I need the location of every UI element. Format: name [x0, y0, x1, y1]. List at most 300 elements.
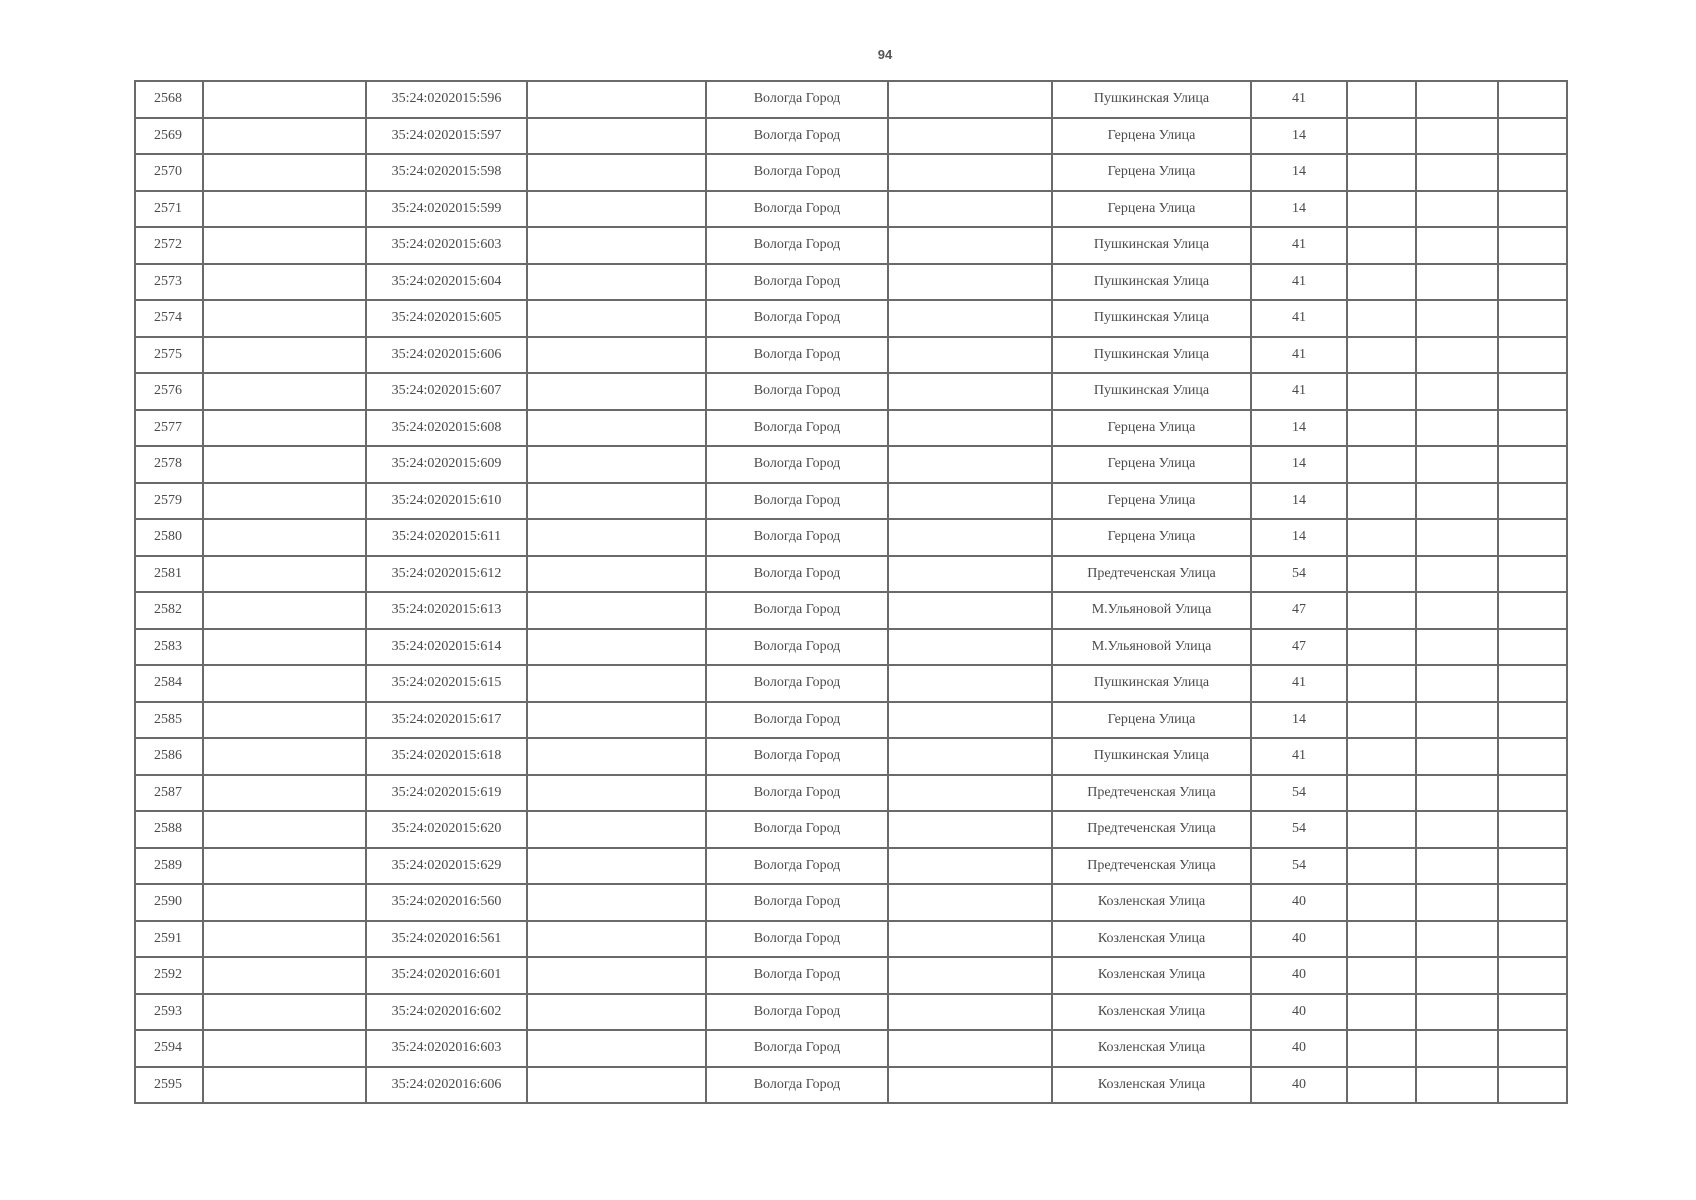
empty-cell: [1416, 81, 1498, 118]
empty-cell: [203, 884, 366, 921]
row-number-cell: 2583: [135, 629, 203, 666]
city-cell: Вологда Город: [706, 994, 888, 1031]
empty-cell: [1347, 410, 1416, 447]
empty-cell: [1347, 519, 1416, 556]
empty-cell: [1498, 81, 1567, 118]
table-row: [135, 921, 1567, 958]
empty-cell: [1498, 446, 1567, 483]
empty-cell: [1416, 118, 1498, 155]
row-number-cell: 2577: [135, 410, 203, 447]
empty-cell: [888, 848, 1052, 885]
city-cell: Вологда Город: [706, 373, 888, 410]
empty-cell: [203, 957, 366, 994]
empty-cell: [203, 775, 366, 812]
empty-cell: [527, 483, 706, 520]
empty-cell: [203, 118, 366, 155]
empty-cell: [1498, 154, 1567, 191]
empty-cell: [1347, 191, 1416, 228]
empty-cell: [1416, 1030, 1498, 1067]
empty-cell: [203, 410, 366, 447]
house-number-cell: 41: [1251, 264, 1347, 301]
empty-cell: [1347, 300, 1416, 337]
table-row: [135, 811, 1567, 848]
house-number-cell: 54: [1251, 556, 1347, 593]
row-number-cell: 2594: [135, 1030, 203, 1067]
empty-cell: [1347, 118, 1416, 155]
table-row: [135, 191, 1567, 228]
house-number-cell: 47: [1251, 592, 1347, 629]
house-number-cell: 41: [1251, 81, 1347, 118]
empty-cell: [1416, 629, 1498, 666]
table-row: [135, 264, 1567, 301]
street-cell: Герцена Улица: [1052, 483, 1251, 520]
city-cell: Вологда Город: [706, 118, 888, 155]
city-cell: Вологда Город: [706, 191, 888, 228]
city-cell: Вологда Город: [706, 446, 888, 483]
empty-cell: [1498, 483, 1567, 520]
street-cell: Пушкинская Улица: [1052, 81, 1251, 118]
empty-cell: [527, 337, 706, 374]
table-row: [135, 337, 1567, 374]
cadastral-number-cell: 35:24:0202015:613: [366, 592, 527, 629]
empty-cell: [527, 118, 706, 155]
cadastral-number-cell: 35:24:0202015:615: [366, 665, 527, 702]
empty-cell: [1498, 629, 1567, 666]
table-row: [135, 556, 1567, 593]
empty-cell: [1347, 957, 1416, 994]
empty-cell: [527, 957, 706, 994]
empty-cell: [1347, 81, 1416, 118]
empty-cell: [203, 300, 366, 337]
empty-cell: [888, 1030, 1052, 1067]
empty-cell: [1347, 1030, 1416, 1067]
house-number-cell: 40: [1251, 884, 1347, 921]
empty-cell: [203, 665, 366, 702]
row-number-cell: 2592: [135, 957, 203, 994]
empty-cell: [1416, 775, 1498, 812]
empty-cell: [888, 775, 1052, 812]
empty-cell: [1416, 227, 1498, 264]
empty-cell: [1498, 957, 1567, 994]
row-number-cell: 2582: [135, 592, 203, 629]
row-number-cell: 2572: [135, 227, 203, 264]
empty-cell: [1498, 410, 1567, 447]
table-row: [135, 994, 1567, 1031]
cadastral-number-cell: 35:24:0202016:560: [366, 884, 527, 921]
empty-cell: [1347, 775, 1416, 812]
table-row: [135, 81, 1567, 118]
table-row: [135, 154, 1567, 191]
table-row: [135, 848, 1567, 885]
empty-cell: [527, 410, 706, 447]
table-body: [135, 81, 1567, 1103]
house-number-cell: 41: [1251, 337, 1347, 374]
empty-cell: [203, 337, 366, 374]
empty-cell: [1416, 811, 1498, 848]
row-number-cell: 2581: [135, 556, 203, 593]
empty-cell: [203, 811, 366, 848]
city-cell: Вологда Город: [706, 848, 888, 885]
empty-cell: [527, 1030, 706, 1067]
street-cell: Пушкинская Улица: [1052, 373, 1251, 410]
street-cell: Герцена Улица: [1052, 519, 1251, 556]
empty-cell: [1416, 446, 1498, 483]
street-cell: Пушкинская Улица: [1052, 738, 1251, 775]
empty-cell: [203, 264, 366, 301]
city-cell: Вологда Город: [706, 629, 888, 666]
empty-cell: [203, 592, 366, 629]
empty-cell: [1347, 811, 1416, 848]
empty-cell: [888, 738, 1052, 775]
empty-cell: [527, 884, 706, 921]
row-number-cell: 2569: [135, 118, 203, 155]
empty-cell: [1416, 519, 1498, 556]
empty-cell: [1498, 775, 1567, 812]
empty-cell: [527, 300, 706, 337]
house-number-cell: 14: [1251, 702, 1347, 739]
city-cell: Вологда Город: [706, 300, 888, 337]
table-row: [135, 957, 1567, 994]
empty-cell: [888, 483, 1052, 520]
empty-cell: [888, 702, 1052, 739]
empty-cell: [527, 738, 706, 775]
empty-cell: [1416, 337, 1498, 374]
city-cell: Вологда Город: [706, 410, 888, 447]
house-number-cell: 40: [1251, 921, 1347, 958]
cadastral-number-cell: 35:24:0202015:614: [366, 629, 527, 666]
cadastral-number-cell: 35:24:0202015:612: [366, 556, 527, 593]
row-number-cell: 2576: [135, 373, 203, 410]
empty-cell: [203, 556, 366, 593]
city-cell: Вологда Город: [706, 337, 888, 374]
empty-cell: [203, 191, 366, 228]
table-row: [135, 1030, 1567, 1067]
cadastral-number-cell: 35:24:0202015:629: [366, 848, 527, 885]
empty-cell: [1347, 446, 1416, 483]
empty-cell: [888, 884, 1052, 921]
empty-cell: [1498, 702, 1567, 739]
city-cell: Вологда Город: [706, 1067, 888, 1104]
street-cell: Герцена Улица: [1052, 191, 1251, 228]
cadastral-number-cell: 35:24:0202015:619: [366, 775, 527, 812]
empty-cell: [1347, 337, 1416, 374]
empty-cell: [1416, 921, 1498, 958]
row-number-cell: 2570: [135, 154, 203, 191]
row-number-cell: 2589: [135, 848, 203, 885]
empty-cell: [203, 373, 366, 410]
table-row: [135, 738, 1567, 775]
empty-cell: [1347, 1067, 1416, 1104]
empty-cell: [1347, 629, 1416, 666]
empty-cell: [203, 1030, 366, 1067]
house-number-cell: 14: [1251, 410, 1347, 447]
house-number-cell: 41: [1251, 227, 1347, 264]
row-number-cell: 2575: [135, 337, 203, 374]
table-row: [135, 519, 1567, 556]
cadastral-number-cell: 35:24:0202016:603: [366, 1030, 527, 1067]
house-number-cell: 47: [1251, 629, 1347, 666]
empty-cell: [527, 811, 706, 848]
table-row: [135, 1067, 1567, 1104]
cadastral-number-cell: 35:24:0202015:596: [366, 81, 527, 118]
empty-cell: [1498, 848, 1567, 885]
city-cell: Вологда Город: [706, 556, 888, 593]
table-row: [135, 702, 1567, 739]
street-cell: Герцена Улица: [1052, 118, 1251, 155]
row-number-cell: 2584: [135, 665, 203, 702]
empty-cell: [527, 994, 706, 1031]
street-cell: Герцена Улица: [1052, 446, 1251, 483]
empty-cell: [527, 702, 706, 739]
empty-cell: [888, 373, 1052, 410]
street-cell: Пушкинская Улица: [1052, 665, 1251, 702]
cadastral-number-cell: 35:24:0202016:602: [366, 994, 527, 1031]
street-cell: Предтеченская Улица: [1052, 775, 1251, 812]
empty-cell: [203, 921, 366, 958]
empty-cell: [527, 519, 706, 556]
street-cell: Козленская Улица: [1052, 1067, 1251, 1104]
empty-cell: [1347, 154, 1416, 191]
house-number-cell: 40: [1251, 1067, 1347, 1104]
empty-cell: [527, 264, 706, 301]
empty-cell: [1416, 884, 1498, 921]
empty-cell: [1416, 1067, 1498, 1104]
cadastral-number-cell: 35:24:0202015:598: [366, 154, 527, 191]
street-cell: Пушкинская Улица: [1052, 337, 1251, 374]
empty-cell: [527, 556, 706, 593]
empty-cell: [1347, 483, 1416, 520]
empty-cell: [1347, 994, 1416, 1031]
table-row: [135, 410, 1567, 447]
empty-cell: [1416, 300, 1498, 337]
empty-cell: [203, 848, 366, 885]
empty-cell: [888, 81, 1052, 118]
empty-cell: [203, 483, 366, 520]
empty-cell: [1416, 556, 1498, 593]
city-cell: Вологда Город: [706, 811, 888, 848]
table-row: [135, 118, 1567, 155]
city-cell: Вологда Город: [706, 957, 888, 994]
empty-cell: [527, 921, 706, 958]
table-row: [135, 884, 1567, 921]
house-number-cell: 41: [1251, 373, 1347, 410]
empty-cell: [888, 519, 1052, 556]
empty-cell: [1416, 410, 1498, 447]
table-row: [135, 629, 1567, 666]
street-cell: Герцена Улица: [1052, 702, 1251, 739]
empty-cell: [888, 154, 1052, 191]
empty-cell: [203, 1067, 366, 1104]
cadastral-number-cell: 35:24:0202015:604: [366, 264, 527, 301]
empty-cell: [203, 227, 366, 264]
empty-cell: [1498, 519, 1567, 556]
empty-cell: [888, 665, 1052, 702]
empty-cell: [203, 629, 366, 666]
empty-cell: [1347, 665, 1416, 702]
empty-cell: [1347, 592, 1416, 629]
city-cell: Вологда Город: [706, 1030, 888, 1067]
empty-cell: [203, 738, 366, 775]
house-number-cell: 54: [1251, 775, 1347, 812]
empty-cell: [1498, 665, 1567, 702]
row-number-cell: 2568: [135, 81, 203, 118]
empty-cell: [203, 154, 366, 191]
table-row: [135, 227, 1567, 264]
empty-cell: [1347, 227, 1416, 264]
empty-cell: [527, 191, 706, 228]
empty-cell: [888, 957, 1052, 994]
street-cell: Пушкинская Улица: [1052, 227, 1251, 264]
city-cell: Вологда Город: [706, 154, 888, 191]
house-number-cell: 14: [1251, 191, 1347, 228]
empty-cell: [527, 81, 706, 118]
empty-cell: [1498, 994, 1567, 1031]
city-cell: Вологда Город: [706, 921, 888, 958]
empty-cell: [203, 446, 366, 483]
cadastral-number-cell: 35:24:0202016:601: [366, 957, 527, 994]
table-row: [135, 665, 1567, 702]
empty-cell: [203, 702, 366, 739]
empty-cell: [888, 191, 1052, 228]
city-cell: Вологда Город: [706, 738, 888, 775]
empty-cell: [888, 629, 1052, 666]
empty-cell: [1347, 373, 1416, 410]
empty-cell: [1416, 592, 1498, 629]
empty-cell: [1498, 373, 1567, 410]
empty-cell: [888, 264, 1052, 301]
street-cell: Козленская Улица: [1052, 957, 1251, 994]
table-row: [135, 483, 1567, 520]
house-number-cell: 41: [1251, 738, 1347, 775]
cadastral-number-cell: 35:24:0202015:599: [366, 191, 527, 228]
empty-cell: [1416, 994, 1498, 1031]
street-cell: Предтеченская Улица: [1052, 848, 1251, 885]
empty-cell: [527, 848, 706, 885]
empty-cell: [1498, 884, 1567, 921]
empty-cell: [1498, 264, 1567, 301]
table-row: [135, 592, 1567, 629]
empty-cell: [888, 337, 1052, 374]
city-cell: Вологда Город: [706, 227, 888, 264]
cadastral-number-cell: 35:24:0202015:610: [366, 483, 527, 520]
house-number-cell: 41: [1251, 300, 1347, 337]
empty-cell: [888, 410, 1052, 447]
house-number-cell: 40: [1251, 994, 1347, 1031]
empty-cell: [527, 1067, 706, 1104]
empty-cell: [527, 629, 706, 666]
city-cell: Вологда Город: [706, 884, 888, 921]
cadastral-number-cell: 35:24:0202015:607: [366, 373, 527, 410]
cadastral-number-cell: 35:24:0202015:618: [366, 738, 527, 775]
page-number: 94: [877, 47, 893, 62]
house-number-cell: 54: [1251, 848, 1347, 885]
house-number-cell: 14: [1251, 154, 1347, 191]
street-cell: М.Ульяновой Улица: [1052, 629, 1251, 666]
cadastral-number-cell: 35:24:0202015:603: [366, 227, 527, 264]
empty-cell: [1498, 1067, 1567, 1104]
empty-cell: [1498, 556, 1567, 593]
empty-cell: [1498, 227, 1567, 264]
house-number-cell: 14: [1251, 118, 1347, 155]
street-cell: Пушкинская Улица: [1052, 264, 1251, 301]
city-cell: Вологда Город: [706, 592, 888, 629]
cadastral-number-cell: 35:24:0202015:611: [366, 519, 527, 556]
table-row: [135, 373, 1567, 410]
street-cell: Пушкинская Улица: [1052, 300, 1251, 337]
empty-cell: [1416, 483, 1498, 520]
empty-cell: [1498, 811, 1567, 848]
row-number-cell: 2579: [135, 483, 203, 520]
empty-cell: [1416, 848, 1498, 885]
row-number-cell: 2571: [135, 191, 203, 228]
empty-cell: [527, 592, 706, 629]
empty-cell: [1416, 738, 1498, 775]
empty-cell: [1498, 738, 1567, 775]
empty-cell: [1498, 1030, 1567, 1067]
empty-cell: [888, 921, 1052, 958]
empty-cell: [1347, 884, 1416, 921]
empty-cell: [1416, 191, 1498, 228]
cadastral-number-cell: 35:24:0202015:608: [366, 410, 527, 447]
city-cell: Вологда Город: [706, 665, 888, 702]
empty-cell: [527, 373, 706, 410]
house-number-cell: 41: [1251, 665, 1347, 702]
empty-cell: [1416, 957, 1498, 994]
street-cell: Герцена Улица: [1052, 410, 1251, 447]
city-cell: Вологда Город: [706, 81, 888, 118]
city-cell: Вологда Город: [706, 264, 888, 301]
empty-cell: [1416, 154, 1498, 191]
empty-cell: [527, 665, 706, 702]
house-number-cell: 40: [1251, 957, 1347, 994]
empty-cell: [1498, 921, 1567, 958]
table-row: [135, 300, 1567, 337]
empty-cell: [1416, 373, 1498, 410]
street-cell: Козленская Улица: [1052, 884, 1251, 921]
registry-table: [134, 80, 1568, 1104]
row-number-cell: 2585: [135, 702, 203, 739]
street-cell: М.Ульяновой Улица: [1052, 592, 1251, 629]
cadastral-number-cell: 35:24:0202015:605: [366, 300, 527, 337]
city-cell: Вологда Город: [706, 775, 888, 812]
empty-cell: [1347, 738, 1416, 775]
empty-cell: [888, 300, 1052, 337]
street-cell: Герцена Улица: [1052, 154, 1251, 191]
row-number-cell: 2586: [135, 738, 203, 775]
cadastral-number-cell: 35:24:0202015:609: [366, 446, 527, 483]
house-number-cell: 54: [1251, 811, 1347, 848]
table-row: [135, 446, 1567, 483]
empty-cell: [888, 994, 1052, 1031]
empty-cell: [1347, 921, 1416, 958]
row-number-cell: 2578: [135, 446, 203, 483]
empty-cell: [1416, 665, 1498, 702]
house-number-cell: 14: [1251, 483, 1347, 520]
empty-cell: [527, 154, 706, 191]
empty-cell: [1416, 264, 1498, 301]
row-number-cell: 2590: [135, 884, 203, 921]
house-number-cell: 14: [1251, 446, 1347, 483]
empty-cell: [1498, 191, 1567, 228]
empty-cell: [1498, 118, 1567, 155]
street-cell: Предтеченская Улица: [1052, 811, 1251, 848]
cadastral-number-cell: 35:24:0202015:617: [366, 702, 527, 739]
empty-cell: [527, 775, 706, 812]
empty-cell: [1416, 702, 1498, 739]
city-cell: Вологда Город: [706, 483, 888, 520]
empty-cell: [1498, 337, 1567, 374]
empty-cell: [203, 519, 366, 556]
